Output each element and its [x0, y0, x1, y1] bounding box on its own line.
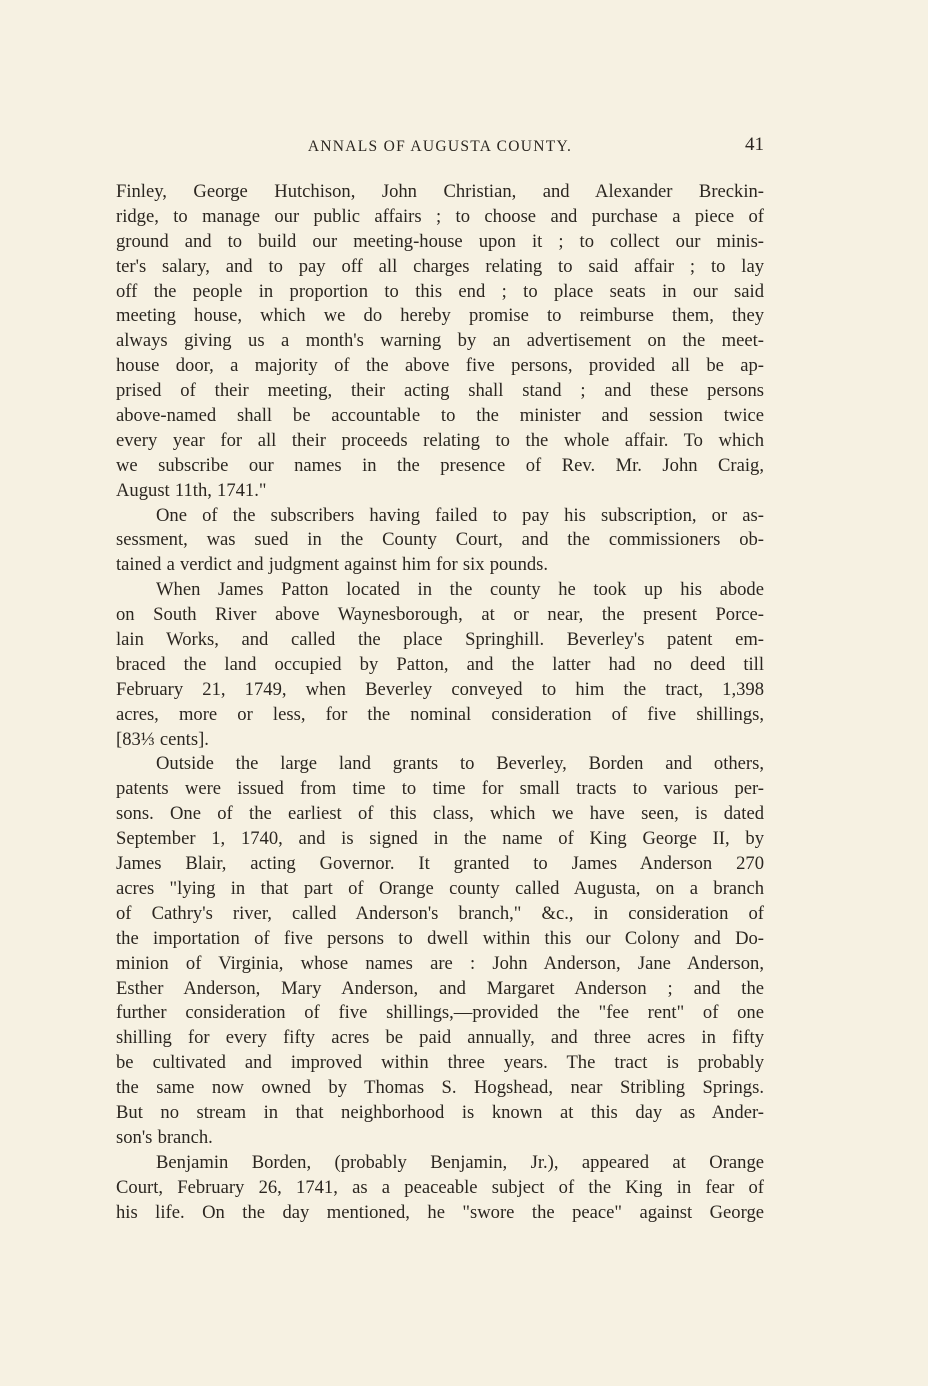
text-line: September 1, 1740, and is signed in the name of King George II, by — [116, 828, 764, 850]
text-line: his life. On the day mentioned, he "swore the peace" against George — [116, 1201, 764, 1223]
text-line: acres "lying in that part of Orange county called Augusta, on a branch — [116, 877, 764, 899]
text-line: sessment, was sued in the County Court, and the commissioners ob- — [116, 529, 764, 551]
text-line: braced the land occupied by Patton, and the latter had no deed till — [116, 653, 764, 675]
text-line: of Cathry's river, called Anderson's branch," &c., in consideration of — [116, 902, 764, 924]
text-line: minion of Virginia, whose names are : John Anderson, Jane Anderson, — [116, 952, 764, 974]
text-line: ter's salary, and to pay off all charges relating to said affair ; to lay — [116, 255, 764, 277]
text-line: every year for all their proceeds relating to the whole affair. To which — [116, 429, 764, 451]
text-line: the same now owned by Thomas S. Hogshead, near Stribling Springs. — [116, 1077, 764, 1099]
text-line: ridge, to manage our public affairs ; to choose and purchase a piece of — [116, 205, 764, 227]
text-line: August 11th, 1741." — [116, 479, 267, 501]
text-line: house door, a majority of the above five persons, provided all be ap- — [116, 355, 764, 377]
text-line: Outside the large land grants to Beverley, Borden and others, — [156, 753, 764, 775]
text-line: shilling for every fifty acres be paid annually, and three acres in fifty — [116, 1027, 764, 1049]
text-line: further consideration of five shillings,—provided the "fee rent" of one — [116, 1002, 764, 1024]
text-line: patents were issued from time to time for small tracts to various per- — [116, 778, 764, 800]
text-line: lain Works, and called the place Springhill. Beverley's patent em- — [116, 629, 764, 651]
text-line: But no stream in that neighborhood is known at this day as Ander- — [116, 1101, 764, 1123]
text-line: ground and to build our meeting-house upon it ; to collect our minis- — [116, 230, 764, 252]
text-line: above-named shall be accountable to the minister and session twice — [116, 405, 764, 427]
running-head — [116, 134, 764, 160]
text-line: Benjamin Borden, (probably Benjamin, Jr.), appeared at Orange — [156, 1151, 764, 1173]
text-line: off the people in proportion to this end ; to place seats in our said — [116, 280, 764, 302]
text-line: son's branch. — [116, 1126, 213, 1148]
running-title: ANNALS OF AUGUSTA COUNTY. — [307, 138, 573, 155]
text-line: be cultivated and improved within three years. The tract is probably — [116, 1052, 764, 1074]
text-line: sons. One of the earliest of this class, which we have seen, is dated — [116, 803, 764, 825]
text-line: tained a verdict and judgment against him for six pounds. — [116, 554, 549, 576]
text-line: meeting house, which we do hereby promise to reimburse them, they — [116, 305, 764, 327]
body-text — [116, 180, 764, 1225]
text-line: we subscribe our names in the presence of Rev. Mr. John Craig, — [116, 454, 764, 476]
text-line: Finley, George Hutchison, John Christian, and Alexander Breckin- — [116, 181, 764, 202]
text-line: February 21, 1749, when Beverley conveyed to him the tract, 1,398 — [116, 678, 764, 700]
page-number: 41 — [745, 134, 764, 155]
text-line: always giving us a month's warning by an advertisement on the meet- — [116, 330, 764, 352]
text-line: Esther Anderson, Mary Anderson, and Margaret Anderson ; and the — [116, 977, 764, 999]
text-line: Court, February 26, 1741, as a peaceable subject of the King in fear of — [116, 1176, 764, 1198]
text-line: prised of their meeting, their acting shall stand ; and these persons — [116, 380, 764, 402]
text-line: acres, more or less, for the nominal consideration of five shillings, — [116, 703, 764, 725]
text-line: One of the subscribers having failed to pay his subscription, or as- — [156, 504, 764, 526]
text-line: When James Patton located in the county he took up his abode — [156, 579, 764, 601]
text-line: [83⅓ cents]. — [116, 728, 209, 750]
text-line: James Blair, acting Governor. It granted to James Anderson 270 — [116, 853, 764, 875]
text-line: the importation of five persons to dwell within this our Colony and Do- — [116, 927, 764, 949]
text-line: on South River above Waynesborough, at or near, the present Porce- — [116, 604, 764, 626]
